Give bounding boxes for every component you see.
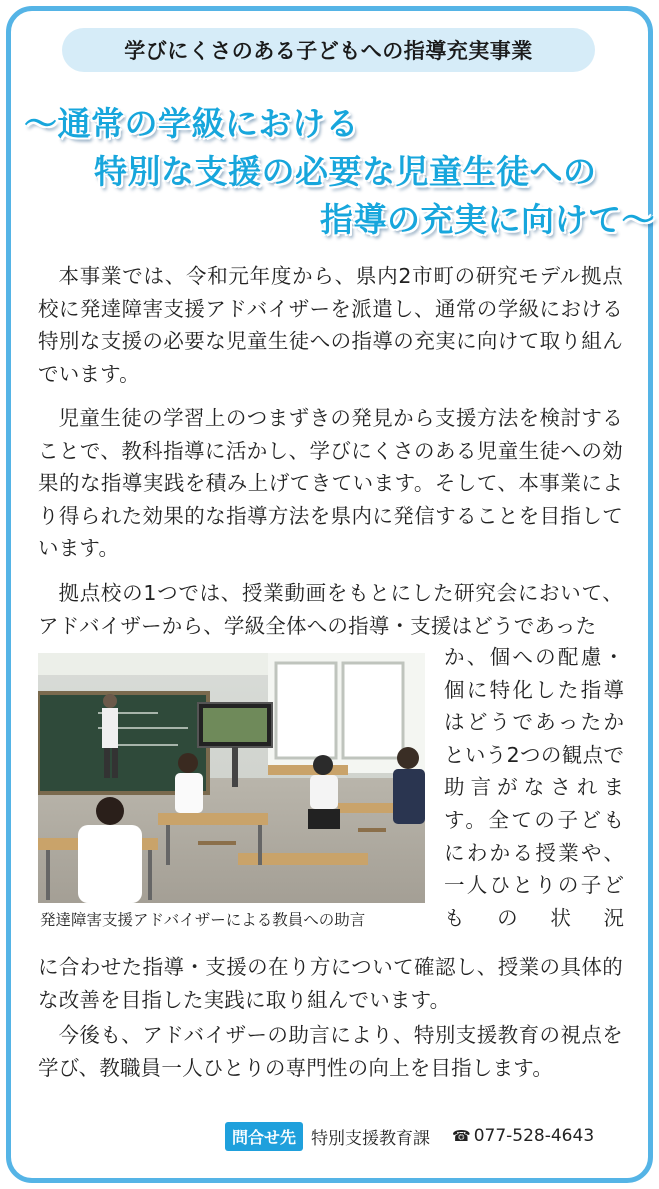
body-paragraph-2: 児童生徒の学習上のつまずきの発見から支援方法を検討することで、教科指導に活かし、学びにくさのある児童生徒への効果的な指導実践を積み上げてきています。そして、本事業により得られた効果的な指導方法を県内に発信することを目指しています。 <box>38 406 623 561</box>
headline-line-3: 指導の充実に向けて〜 <box>320 200 655 239</box>
body-paragraph-3-wrap: か、個への配慮・個に特化した指導はどうであったかという2つの観点で助言がなされます。全ての子どもにわかる授業や、一人ひとりの子どもの状況 <box>444 645 624 930</box>
contact-info <box>225 1122 594 1150</box>
headline-line-2: 特別な支援の必要な児童生徒への <box>94 152 597 191</box>
contact-phone-group <box>452 1126 594 1146</box>
contact-department: 特別支援教育課 <box>311 1128 431 1149</box>
telephone-icon: ☎ <box>452 1127 471 1145</box>
contact-phone-number: 077-528-4643 <box>473 1126 595 1146</box>
contact-badge: 問合せ先 <box>225 1122 303 1151</box>
classroom-photo <box>38 653 425 903</box>
body-paragraph-3-bottom: に合わせた指導・支援の在り方について確認し、授業の具体的な改善を目指した実践に取り組んでいます。 <box>38 955 623 1012</box>
body-paragraph-3-top: 拠点校の1つでは、授業動画をもとにした研究会において、アドバイザーから、学級全体への指導・支援はどうであった <box>38 581 623 638</box>
page-title: 学びにくさのある子どもへの指導充実事業 <box>124 39 533 63</box>
page-title-pill <box>62 28 595 72</box>
body-paragraph-4: 今後も、アドバイザーの助言により、特別支援教育の視点を学び、教職員一人ひとりの専門性の向上を目指します。 <box>38 1023 623 1080</box>
photo-caption: 発達障害支援アドバイザーによる教員への助言 <box>40 911 366 929</box>
headline-line-1: 〜通常の学級における <box>24 104 359 143</box>
body-paragraph-1: 本事業では、令和元年度から、県内2市町の研究モデル拠点校に発達障害支援アドバイザーを派遣し、通常の学級における特別な支援の必要な児童生徒への指導の充実に向けて取り組んでいます。 <box>38 264 623 386</box>
